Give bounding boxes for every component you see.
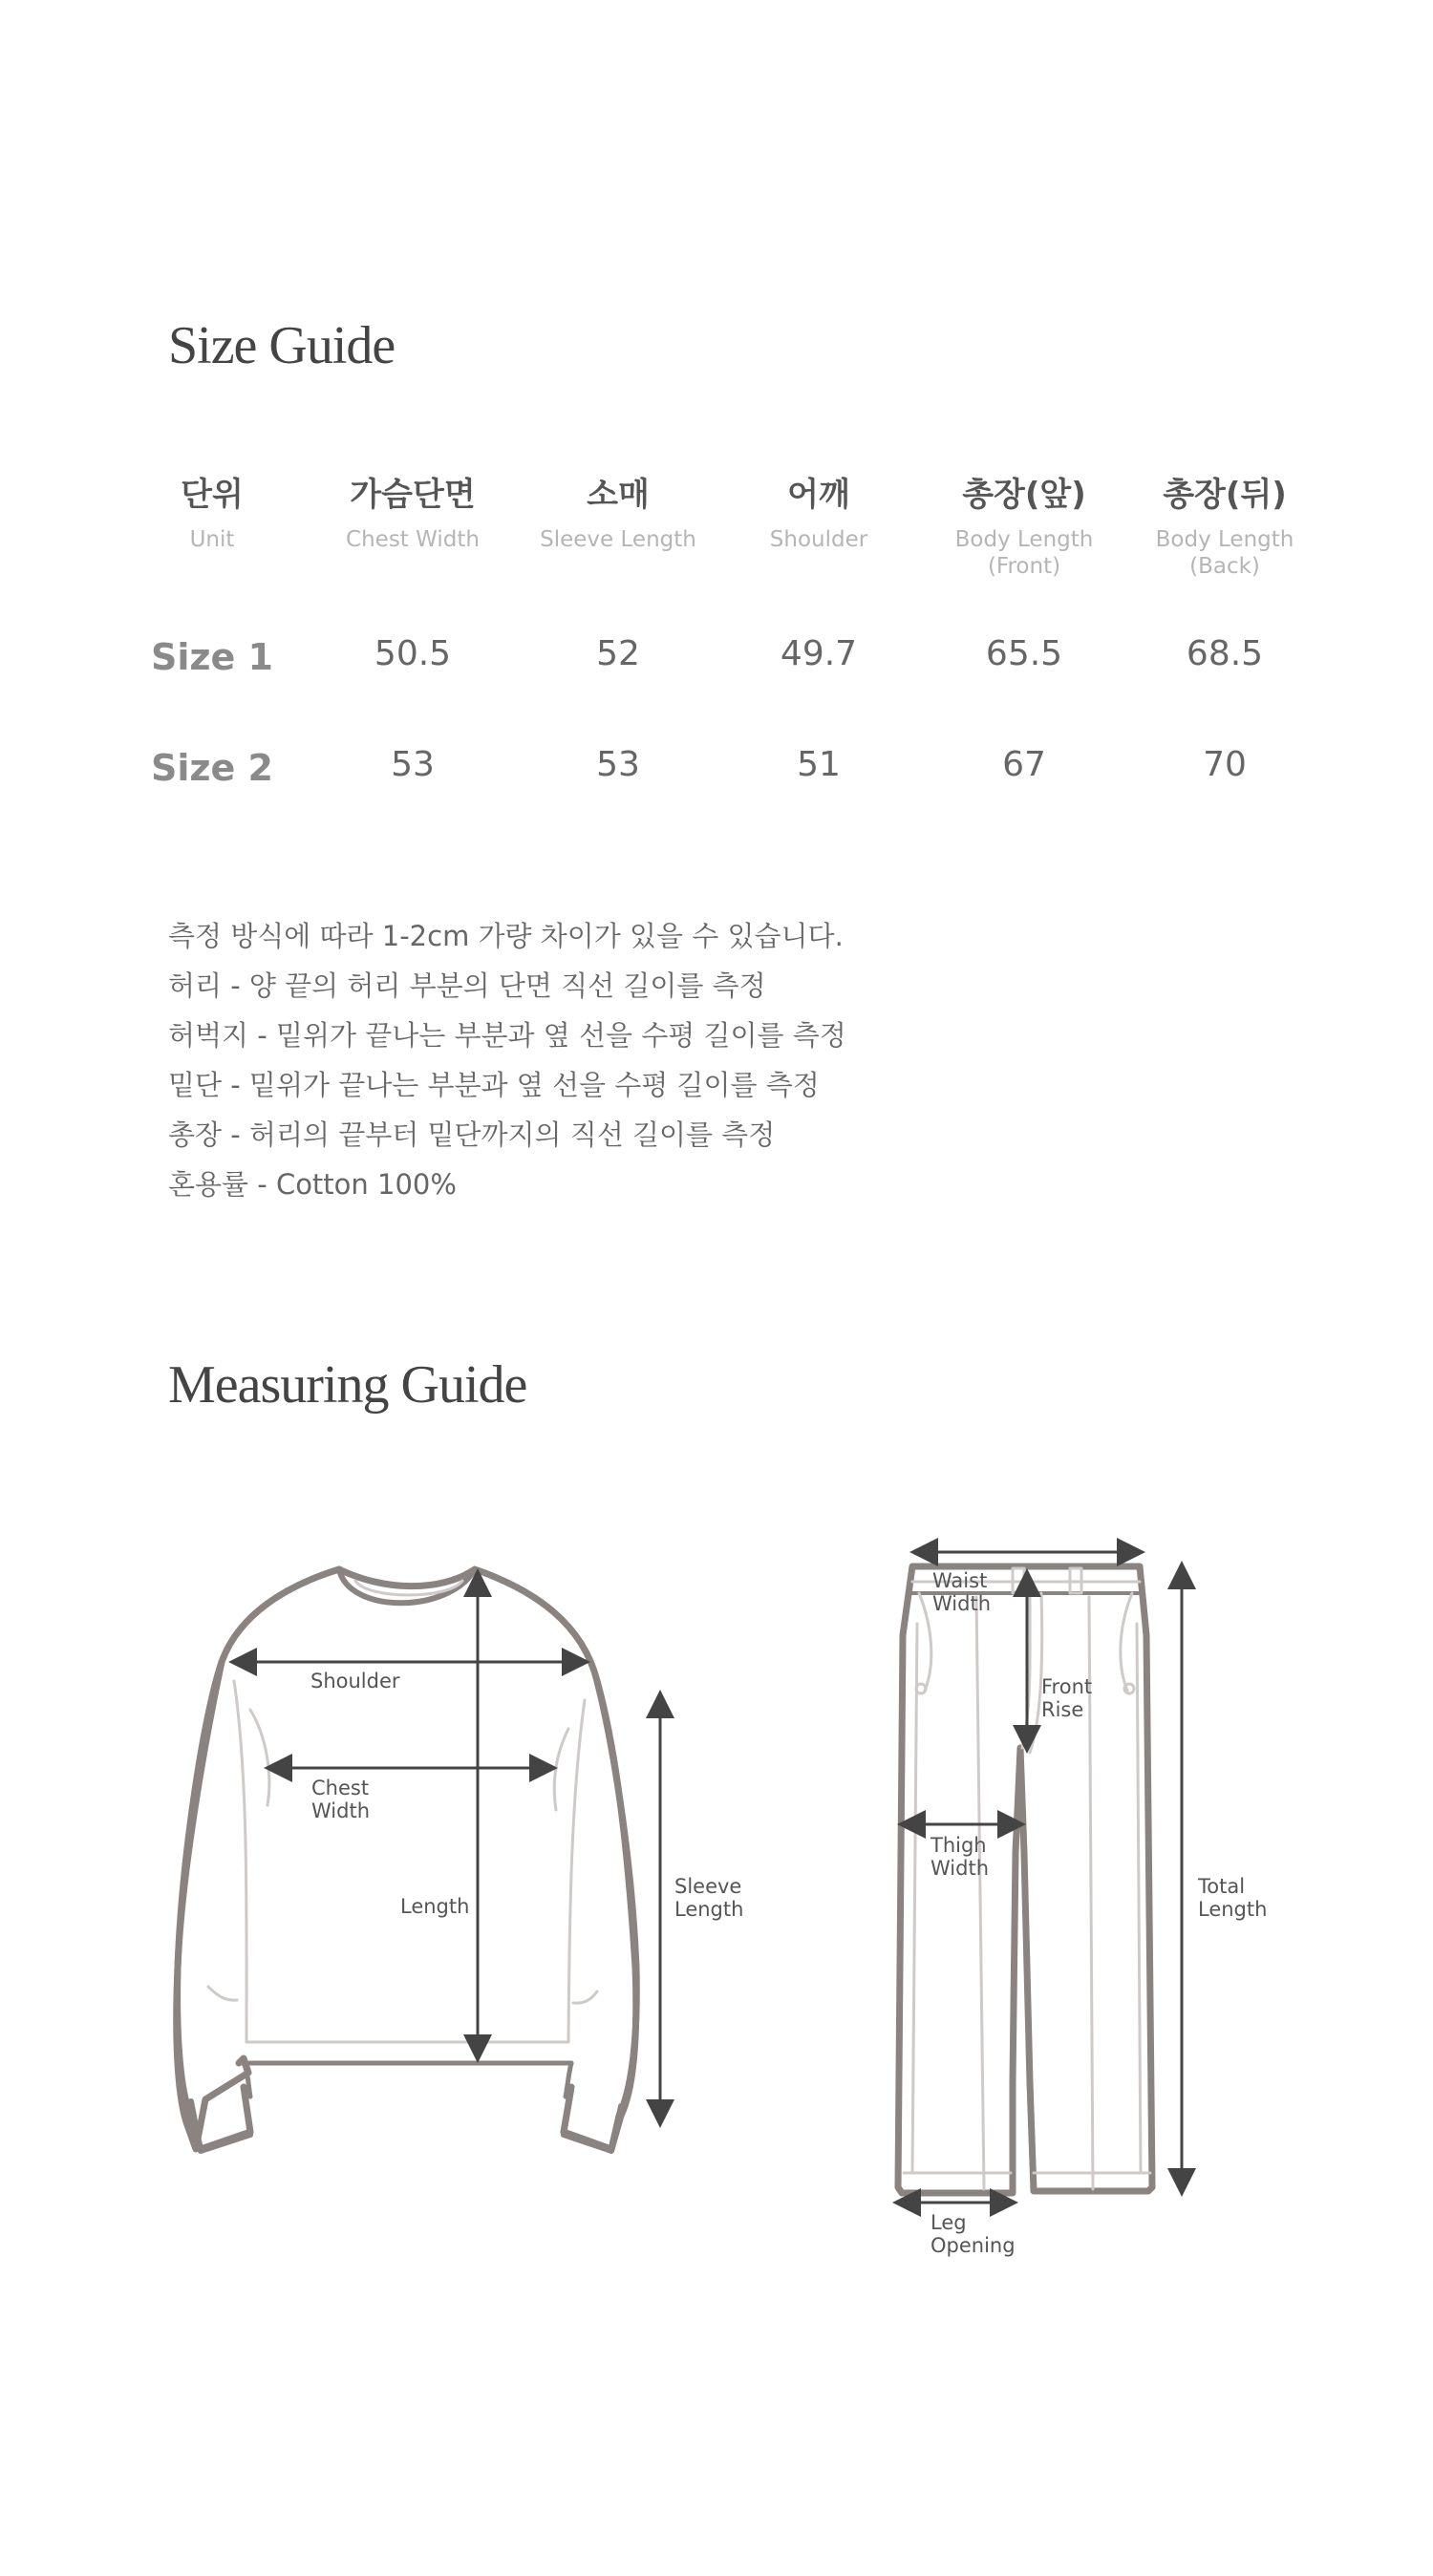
- column-header-ko: 어깨: [787, 476, 850, 514]
- label-chest-width: Chest Width: [311, 1777, 371, 1822]
- table-cell: 70: [1203, 745, 1247, 784]
- label-waist-width: Waist Width: [932, 1569, 992, 1615]
- label-length: Length: [400, 1895, 470, 1918]
- sweatshirt-measure-lines: [234, 1574, 660, 2122]
- label-leg-opening: Leg Opening: [930, 2211, 1016, 2257]
- note-line: 혼용률 - Cotton 100%: [168, 1168, 457, 1201]
- row-label-size-2: Size 2: [151, 747, 273, 789]
- note-line: 측정 방식에 따라 1-2cm 가량 차이가 있을 수 있습니다.: [168, 920, 844, 952]
- table-cell: 50.5: [374, 634, 452, 673]
- table-cell: 68.5: [1186, 634, 1264, 673]
- row-label-size-1: Size 1: [151, 636, 273, 678]
- column-header-en: Chest Width: [346, 527, 480, 552]
- column-header-en: Unit: [189, 527, 235, 552]
- table-cell: 65.5: [985, 634, 1063, 673]
- sweatshirt-illustration: [177, 1569, 637, 2151]
- table-cell: 51: [797, 745, 841, 784]
- note-line: 허벅지 - 밑위가 끝나는 부분과 옆 선을 수평 길이를 측정: [168, 1019, 846, 1052]
- table-cell: 49.7: [780, 634, 858, 673]
- label-sleeve-length: Sleeve Length: [674, 1875, 744, 1921]
- label-thigh-width: Thigh Width: [930, 1834, 990, 1880]
- measuring-guide-title: Measuring Guide: [168, 1355, 527, 1415]
- column-header-ko: 단위: [181, 476, 244, 514]
- column-header-ko: 총장(앞): [962, 476, 1086, 514]
- size-guide-title: Size Guide: [168, 316, 396, 375]
- label-front-rise: Front Rise: [1041, 1675, 1093, 1721]
- table-cell: 52: [596, 634, 640, 673]
- column-header-en: Sleeve Length: [540, 527, 696, 552]
- column-header-en: Shoulder: [769, 527, 868, 552]
- label-shoulder: Shoulder: [310, 1670, 400, 1692]
- column-header-en: Body Length (Back): [1155, 527, 1294, 579]
- note-line: 밑단 - 밑위가 끝나는 부분과 옆 선을 수평 길이를 측정: [168, 1069, 820, 1101]
- note-line: 허리 - 양 끝의 허리 부분의 단면 직선 길이를 측정: [168, 969, 766, 1002]
- table-cell: 53: [391, 745, 435, 784]
- column-header-en: Body Length (Front): [954, 527, 1094, 579]
- column-header-ko: 가슴단면: [350, 476, 476, 514]
- pants-illustration: [898, 1566, 1152, 2193]
- label-total-length: Total Length: [1198, 1875, 1268, 1921]
- table-cell: 67: [1002, 745, 1046, 784]
- column-header-ko: 총장(뒤): [1163, 476, 1287, 514]
- note-line: 총장 - 허리의 끝부터 밑단까지의 직선 길이를 측정: [168, 1118, 776, 1151]
- table-cell: 53: [596, 745, 640, 784]
- column-header-ko: 소매: [587, 476, 650, 514]
